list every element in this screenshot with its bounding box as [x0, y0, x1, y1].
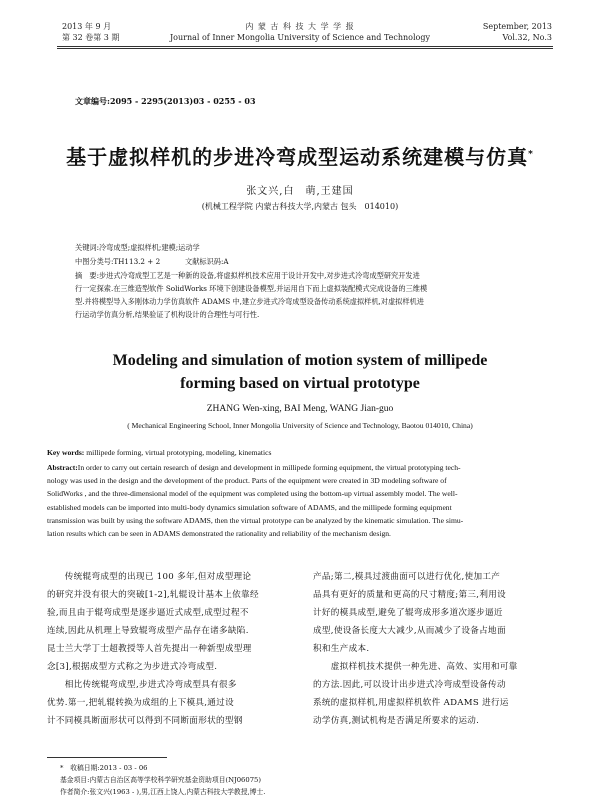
title-en-line: Modeling and simulation of motion system of millipede: [112, 352, 488, 369]
abstract-en-line: nology was used in the design and the development of the product. Parts of the equipment were created in 3D modeling software of: [47, 476, 447, 486]
body-line: 验,而且由于辊弯成型是逐步逼近式成型,成型过程不: [47, 608, 249, 618]
footnote-rule: [47, 757, 167, 758]
header-left: [62, 21, 119, 43]
abstract-cn-line: 摘 要:步进式冷弯成型工艺是一种新的设备,将虚拟样机技术应用于设计开发中,对步进式冷弯成型研究开发进: [75, 271, 420, 280]
title-cn: [40, 141, 560, 170]
abstract-cn-line: 型.并将模型导入多刚体动力学仿真软件 ADAMS 中,建立步进式冷弯成型设备传动系统虚拟样机,对虚拟样机进: [75, 297, 424, 306]
body-line: 计好的模具成型,避免了辊弯成形多道次逐步逼近: [313, 608, 503, 618]
body-line: 产品;第二,模具过渡曲面可以进行优化,使加工产: [313, 572, 501, 582]
abstract-cn-line: 行运动学仿真分析,结果验证了机构设计的合理性与可行性.: [75, 310, 260, 319]
body-line: 相比传统辊弯成型,步进式冷弯成型具有很多: [47, 680, 237, 690]
body-line: 连续,因此从机理上导致辊弯成型产品存在诸多缺陷.: [47, 626, 249, 636]
body-line: 虚拟样机技术提供一种先进、高效、实用和可靠: [313, 662, 518, 672]
body-line: 传统辊弯成型的出现已 100 多年,但对成型理论: [47, 572, 252, 582]
header-right: [483, 21, 552, 43]
body-line: 昆士兰大学丁士超教授等人首先提出一种新型成型理: [47, 644, 252, 654]
header-date: 2013 年 9 月: [62, 22, 112, 31]
abstract-en: [47, 461, 552, 540]
doc-code: 文献标识码:A: [185, 257, 229, 266]
body-column-right: [313, 568, 558, 730]
header-date-en: September, 2013: [482, 22, 552, 31]
header-rule: [57, 46, 553, 47]
abstract-en-line: lation results which can be seen in ADAMS demonstrated the rationality and reliability of the mechanism design.: [47, 529, 391, 539]
body-line: 动学仿真,测试机构是否满足所要求的运动.: [313, 716, 480, 726]
body-column-left: [47, 568, 297, 730]
header-volume-en: Vol.32, No.3: [502, 33, 552, 42]
footnotes: [60, 762, 560, 798]
classification: 中图分类号:TH113.2 + 2: [75, 257, 161, 266]
article-id: 文章编号:2095 - 2295(2013)03 - 0255 - 03: [75, 96, 256, 106]
body-line: 系统的虚拟样机,用虚拟样机软件 ADAMS 进行运: [313, 698, 509, 708]
body-line: 优势.第一,把轧辊转换为成组的上下模具,通过设: [47, 698, 234, 708]
body-line: 计不同模具断面形状可以得到不同断面形状的型钢: [47, 716, 243, 726]
authors-en: ZHANG Wen-xing, BAI Meng, WANG Jian-guo: [206, 404, 394, 414]
title-en: [40, 349, 560, 395]
affiliation-cn: (机械工程学院 内蒙古科技大学,内蒙古 包头 014010): [201, 202, 399, 211]
keywords-cn: 关键词:冷弯成型;虚拟样机;建模;运动学: [75, 243, 200, 252]
abstract-en-line: established models can be imported into multi-body dynamics simulation software of ADAMS, and the millipede forming equipment: [47, 502, 452, 512]
keywords-en-label: Key words:: [47, 448, 85, 457]
header-volume: 第 32 卷第 3 期: [62, 33, 120, 42]
journal-name-cn: 内 蒙 古 科 技 大 学 学 报: [245, 22, 355, 31]
abstract-en-line: transmission was built by using the software ADAMS, then the virtual prototype can be analyzed by the kinematic simulation. The simu-: [47, 515, 464, 525]
body-line: 的研究并没有很大的突破[1-2],轧辊设计基本上依靠经: [47, 590, 259, 600]
title-footnote-mark: *: [528, 149, 534, 160]
abstract-en-label: Abstract:: [47, 463, 78, 472]
body-line: 积和生产成本.: [313, 644, 370, 654]
header-center: [150, 21, 450, 43]
affiliation-en: ( Mechanical Engineering School, Inner Mongolia University of Science and Technology, Baotou 014010, China): [127, 421, 473, 430]
abstract-en-line: Abstract:In order to carry out certain research of design and development in millipede forming equipment, the virtual prototyping tech-: [47, 463, 461, 472]
footnote-author: 作者简介:张文兴(1963 - ),男,江西上饶人,内蒙古科技大学教授,博士.: [60, 788, 266, 796]
keywords-en-text: millipede forming, virtual prototyping, modeling, kinematics: [86, 448, 272, 457]
title-cn-text: 基于虚拟样机的步进冷弯成型运动系统建模与仿真: [66, 145, 529, 169]
abstract-cn-line: 行一定探索.在三维造型软件 SolidWorks 环境下创建设备模型,并运用自下而上虚拟装配模式完成设备的三维模: [75, 284, 428, 293]
authors-cn: 张文兴,白 萌,王建国: [246, 186, 354, 197]
body-line: 的方法.因此,可以设计出步进式冷弯成型设备传动: [313, 680, 506, 690]
header-rule-thin: [57, 48, 553, 49]
body-line: 成型,使设备长度大大减少,从而减少了设备占地面: [313, 626, 506, 636]
abstract-en-line: SolidWorks , and the three-dimensional model of the equipment was completed using the bottom-up virtual assembly model. The well-: [47, 489, 458, 499]
footnote-fund: 基金项目:内蒙古自治区高等学校科学研究基金资助项目(NJ06075): [60, 776, 262, 784]
abstract-cn: [75, 269, 545, 321]
body-line: 品具有更好的质量和更高的尺寸精度;第三,利用设: [313, 590, 506, 600]
journal-name-en: Journal of Inner Mongolia University of Science and Technology: [169, 33, 431, 42]
title-en-line: forming based on virtual prototype: [180, 375, 420, 392]
keywords-en: [47, 446, 552, 459]
body-line: 念[3],根据成型方式称之为步进式冷弯成型.: [47, 662, 218, 672]
footnote-received: * 收稿日期:2013 - 03 - 06: [60, 764, 148, 772]
